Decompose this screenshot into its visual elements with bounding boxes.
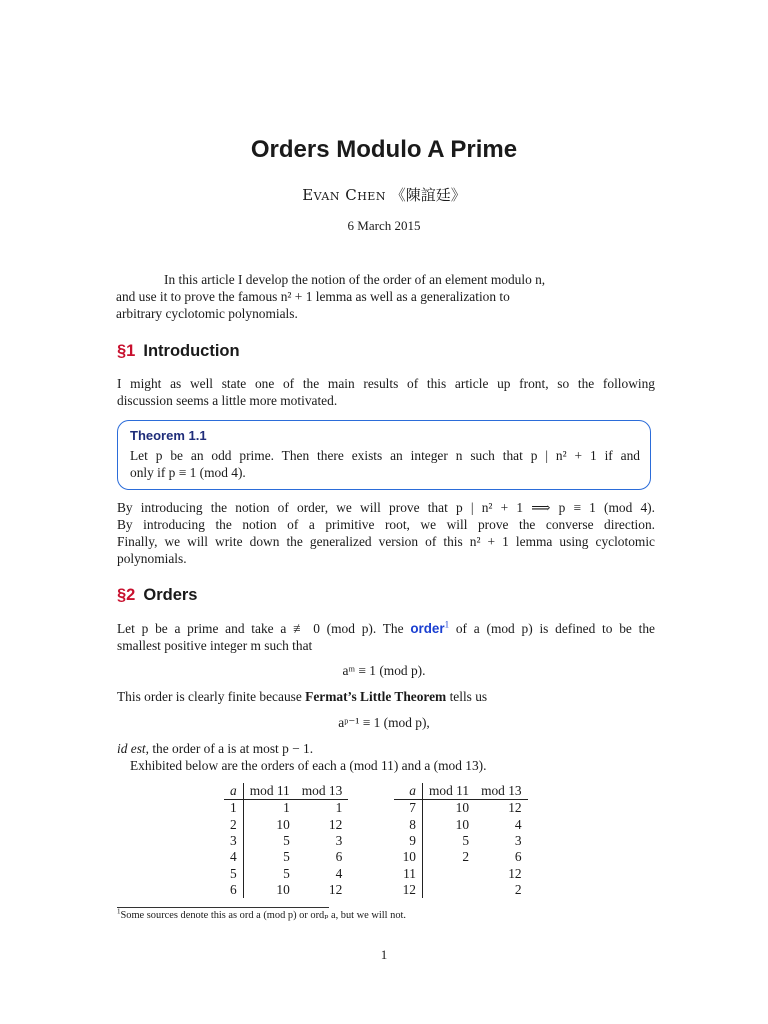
cell-a: 6 bbox=[224, 882, 243, 898]
footnote-mark[interactable]: 1 bbox=[444, 619, 450, 630]
section-title: Orders bbox=[143, 586, 198, 604]
section-heading-orders bbox=[117, 586, 197, 605]
cell-mod-13: 1 bbox=[335, 800, 343, 816]
abstract bbox=[116, 271, 624, 322]
theorem-title: Theorem 1.1 bbox=[130, 428, 207, 443]
header-a: a bbox=[394, 783, 423, 800]
intro-line-1: I might as well state one of the main results of this article up front, so the following bbox=[117, 376, 655, 391]
table-header-row bbox=[394, 783, 528, 800]
table-row bbox=[394, 849, 528, 865]
cell-a: 4 bbox=[224, 849, 243, 865]
cell-mod-13: 12 bbox=[508, 800, 522, 816]
author-name: Evan Chen bbox=[302, 186, 386, 204]
orders-line-2: smallest positive integer m such that bbox=[117, 638, 313, 653]
theorem-line-2: only if p ≡ 1 (mod 4). bbox=[130, 465, 246, 480]
header-mod-11: mod 11 bbox=[243, 783, 296, 800]
section-title: Introduction bbox=[143, 342, 240, 360]
cell-a: 3 bbox=[224, 833, 243, 849]
cell-mod-11: 10 bbox=[455, 816, 470, 832]
footnote bbox=[117, 909, 406, 921]
table-row bbox=[224, 800, 348, 817]
cell-a: 9 bbox=[394, 833, 423, 849]
cell-mod-11: 5 bbox=[283, 833, 290, 849]
cell-mod-11: 10 bbox=[276, 881, 290, 897]
header-mod-13: mod 13 bbox=[296, 783, 349, 800]
orders-line-4 bbox=[117, 740, 313, 757]
cell-mod-11: 2 bbox=[462, 849, 470, 865]
orders-table-right bbox=[394, 783, 528, 898]
table-row bbox=[394, 817, 528, 833]
id-est: id est bbox=[117, 741, 146, 756]
abstract-line-3: arbitrary cyclotomic polynomials. bbox=[116, 306, 298, 321]
orders-line-4-rest: , the order of a is at most p − 1. bbox=[145, 741, 314, 756]
table-row bbox=[394, 833, 528, 849]
cell-mod-13: 6 bbox=[335, 849, 343, 865]
cell-mod-13: 4 bbox=[335, 865, 343, 881]
orders-paragraph bbox=[117, 620, 655, 654]
cell-mod-11: 5 bbox=[283, 849, 290, 865]
orders-line-3-end: tells us bbox=[449, 689, 488, 704]
cell-mod-13: 2 bbox=[514, 881, 522, 897]
table-row bbox=[394, 882, 528, 898]
cell-mod-13: 3 bbox=[514, 833, 522, 849]
cell-a: 12 bbox=[394, 882, 423, 898]
cell-mod-13: 12 bbox=[328, 881, 343, 897]
cell-mod-13: 12 bbox=[328, 816, 343, 832]
cell-a: 10 bbox=[394, 849, 423, 865]
cell-mod-11: 5 bbox=[283, 865, 290, 881]
cell-mod-11: 1 bbox=[283, 800, 290, 816]
after-theorem-paragraph bbox=[117, 499, 655, 567]
orders-line-3-start: This order is clearly finite because bbox=[117, 689, 302, 704]
section-number: §2 bbox=[117, 586, 136, 604]
header-a: a bbox=[224, 783, 243, 800]
after-theorem-line-2: By introducing the notion of a primitive root, we will prove the converse direction. bbox=[117, 517, 655, 532]
footnote-text: Some sources denote this as ord a (mod p) or ordₚ a, but we will not. bbox=[120, 910, 407, 921]
section-heading-introduction bbox=[117, 342, 240, 361]
cell-a: 11 bbox=[394, 865, 423, 881]
orders-line-3 bbox=[117, 688, 487, 705]
table-row bbox=[224, 817, 348, 833]
cell-mod-13: 3 bbox=[335, 833, 343, 849]
table-row bbox=[394, 800, 528, 817]
table-row bbox=[224, 865, 348, 881]
table-row bbox=[224, 833, 348, 849]
cell-mod-11: 5 bbox=[462, 833, 470, 849]
equation-fermat: aᵖ⁻¹ ≡ 1 (mod p), bbox=[338, 715, 430, 730]
paper-title: Orders Modulo A Prime bbox=[250, 136, 518, 163]
cell-mod-13: 4 bbox=[514, 816, 522, 832]
orders-table-left bbox=[224, 783, 348, 898]
orders-line-1 bbox=[117, 620, 655, 637]
abstract-line-1: In this article I develop the notion of the order of an element modulo n, bbox=[164, 272, 546, 287]
intro-line-2: discussion seems a little more motivated. bbox=[117, 393, 338, 408]
table-header-row bbox=[224, 783, 348, 800]
table-row bbox=[394, 865, 528, 881]
header-mod-13: mod 13 bbox=[475, 783, 528, 800]
after-theorem-line-4: polynomials. bbox=[117, 551, 187, 566]
footnote-divider bbox=[117, 907, 329, 908]
intro-paragraph bbox=[117, 375, 655, 409]
publication-date: 6 March 2015 bbox=[347, 218, 421, 233]
theorem-statement bbox=[130, 447, 640, 481]
cell-a: 2 bbox=[224, 817, 243, 833]
header-mod-11: mod 11 bbox=[423, 783, 476, 800]
cell-a: 5 bbox=[224, 865, 243, 881]
author-cjk-name: 《陳誼廷》 bbox=[390, 186, 466, 204]
cell-a: 1 bbox=[224, 800, 243, 817]
cell-a: 8 bbox=[394, 817, 423, 833]
after-theorem-line-1: By introducing the notion of order, we will prove that p | n² + 1 ⟹ p ≡ 1 (mod 4). bbox=[117, 500, 655, 515]
author-line bbox=[0, 184, 768, 205]
footnote-number: 1 bbox=[117, 907, 121, 916]
orders-line-5: Exhibited below are the orders of each a (mod 11) and a (mod 13). bbox=[130, 758, 487, 773]
fermat-term: Fermat’s Little Theorem bbox=[305, 689, 447, 704]
equation-order-definition: aᵐ ≡ 1 (mod p). bbox=[342, 663, 426, 678]
cell-mod-13: 12 bbox=[508, 865, 522, 881]
cell-mod-11 bbox=[423, 882, 476, 898]
theorem-line-1: Let p be an odd prime. Then there exists an integer n such that p | n² + 1 if and bbox=[130, 448, 640, 463]
table-row bbox=[224, 882, 348, 898]
after-theorem-line-3: Finally, we will write down the generalized version of this n² + 1 lemma using cyclotomic bbox=[117, 534, 655, 549]
cell-mod-13: 6 bbox=[514, 849, 522, 865]
cell-mod-11: 10 bbox=[276, 816, 290, 832]
orders-line-1-start: Let p be a prime and take a ≢ 0 (mod p). The bbox=[117, 621, 404, 636]
section-number: §1 bbox=[117, 342, 136, 360]
orders-line-1-end: of a (mod p) is defined to be the bbox=[455, 621, 656, 636]
table-row bbox=[224, 849, 348, 865]
order-term: order bbox=[410, 621, 445, 636]
cell-mod-11: 10 bbox=[455, 800, 470, 816]
cell-a: 7 bbox=[394, 800, 423, 817]
cell-mod-11 bbox=[423, 865, 476, 881]
abstract-line-2: and use it to prove the famous n² + 1 lemma as well as a generalization to bbox=[116, 289, 510, 304]
page-number: 1 bbox=[380, 947, 388, 962]
